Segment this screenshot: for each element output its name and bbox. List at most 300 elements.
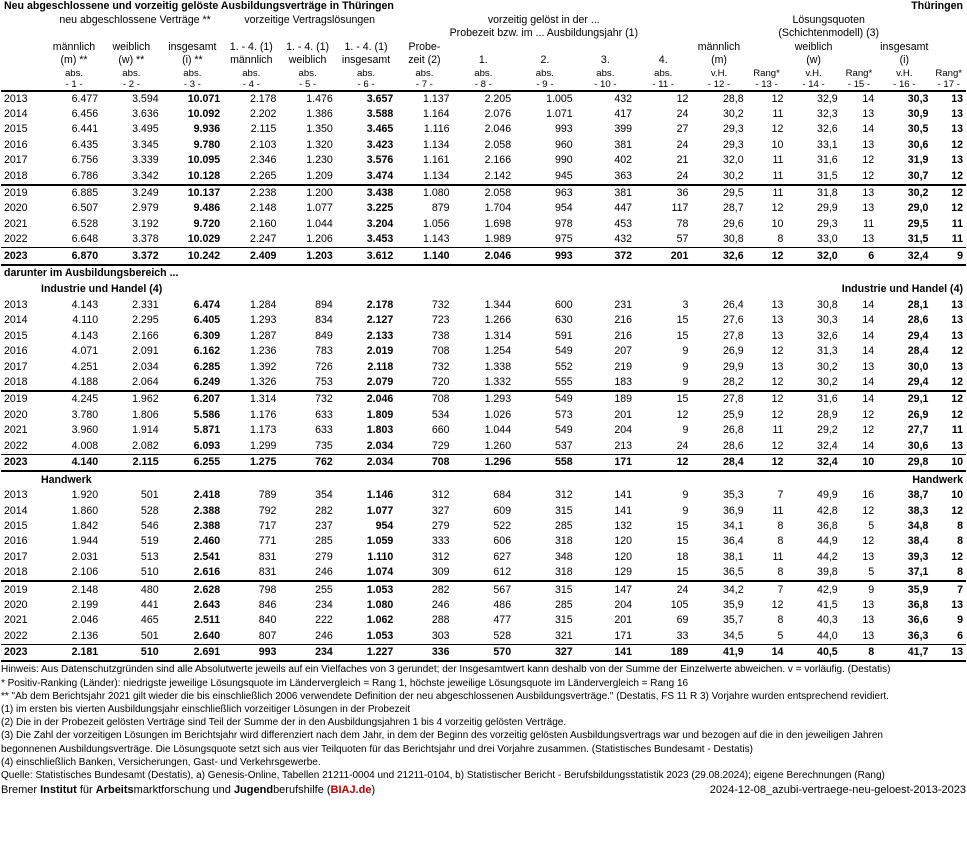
value-cell: 282 [315,504,333,517]
value-cell: 633 [315,424,333,437]
value-cell: 36,4 [723,535,744,548]
value-cell: 13 [931,645,966,662]
value-cell: 735 [315,439,333,452]
value-cell: 1.164 [423,108,450,121]
value-cell: 12 [951,187,963,200]
file-name: 2024-12-08_azubi-vertraege-neu-geloest-2013-2023 [709,784,966,797]
value-cell: 14 [862,329,875,342]
header-group-contracts: neu abgeschlossene Verträge ** [59,13,211,26]
value-cell: 6.456 [71,108,99,121]
value-cell: 1.137 [423,92,450,105]
year-cell: 2019 [4,393,28,406]
value-cell: 6.249 [162,375,224,391]
value-cell: 28,2 [691,375,746,391]
value-cell: 1.080 [366,599,394,612]
table-row [1,645,966,662]
value-cell: 381 [614,187,633,200]
value-cell: 32,0 [723,154,744,167]
value-cell: 1.227 [336,645,396,662]
value-cell: 6.756 [71,154,99,167]
value-cell: 1.944 [71,535,99,548]
value-cell: 1.392 [249,360,277,373]
value-cell: 510 [101,645,161,662]
value-cell: 726 [315,360,333,373]
value-cell: 29,1 [907,393,929,406]
value-cell: 171 [614,629,633,642]
value-cell: 132 [614,520,633,533]
value-cell: 1.146 [366,489,394,502]
year-cell: 2013 [4,298,28,311]
value-cell: 9 [682,345,689,358]
value-cell: 222 [315,614,333,627]
value-cell: 1.044 [306,217,333,230]
value-cell: 11 [772,187,784,200]
table-row [1,423,966,438]
year-cell: 2022 [4,439,28,452]
value-cell: 609 [493,504,512,517]
column-header [747,54,787,68]
value-cell: 11 [951,217,963,230]
value-cell: 9.486 [193,202,221,215]
value-cell: 13 [951,298,963,311]
year-cell: 2017 [4,360,28,373]
value-cell: 1.860 [71,504,99,517]
value-cell: 44,2 [817,550,838,563]
value-cell: 12 [676,408,689,421]
value-cell: 14 [862,314,875,327]
value-cell: 6.474 [193,298,221,311]
value-cell: 312 [554,489,573,502]
table-row [1,438,966,454]
value-cell: 69 [676,614,689,627]
value-cell: 3.249 [132,187,159,200]
value-cell: 27 [676,123,689,136]
column-header: weiblich [288,54,327,67]
value-cell: 315 [554,614,573,627]
value-cell: 12 [747,375,787,391]
value-cell: 3.465 [366,123,394,136]
column-header: männlich [52,40,96,53]
value-cell: 4.110 [72,314,99,327]
value-cell: 3.636 [132,108,159,121]
value-cell: 39,3 [907,550,929,563]
column-header: - 7 - [396,79,452,91]
value-cell: 15 [676,520,689,533]
value-cell: 1.203 [279,248,335,265]
value-cell: 1.080 [423,187,450,200]
value-cell: 29,9 [723,360,744,373]
value-cell: 2.115 [250,123,277,136]
year-cell: 2018 [1,375,47,391]
value-cell: 36,3 [907,629,929,642]
value-cell: 13 [862,360,875,373]
year-cell: 2019 [4,187,28,200]
year-cell: 2018 [1,565,47,581]
column-header: v.H. [805,67,822,79]
note-line: * Positiv-Ranking (Länder): niedrigste jeweilige Lösungsquote im Ländervergleich = Rang 1, höchste jeweilige Lösungsquote im Ländervergleich = Rang 16 [1,677,689,689]
year-cell: 2016 [4,138,28,151]
value-cell: 1.806 [132,408,159,421]
value-cell: 3.780 [71,408,99,421]
value-cell: 78 [676,217,689,230]
value-cell: 6.528 [71,217,99,230]
section-heading-row [1,471,966,488]
value-cell: 12 [862,154,875,167]
value-cell: 38,4 [907,535,929,548]
value-cell: 834 [315,314,333,327]
value-cell: 6.309 [193,329,221,342]
value-cell: 567 [493,583,512,596]
value-cell: 3.594 [132,92,159,105]
value-cell: 3.204 [366,217,394,230]
value-cell: 24 [676,583,689,596]
value-cell: 2.106 [47,565,101,581]
value-cell: 3.438 [366,187,394,200]
value-cell: 204 [614,424,633,437]
value-cell: 147 [614,583,633,596]
value-cell: 831 [258,550,277,563]
value-cell: 3.225 [366,202,394,215]
value-cell: 30,7 [877,168,931,184]
value-cell: 31,6 [817,393,838,406]
value-cell: 36,8 [907,599,929,612]
value-cell: 5 [777,629,784,642]
value-cell: 2.076 [484,108,512,121]
value-cell: 10 [951,489,963,502]
value-cell: 15 [635,565,691,581]
value-cell: 630 [554,314,573,327]
year-cell: 2018 [1,168,47,184]
value-cell: 1.056 [423,217,450,230]
column-header: männlich [697,40,741,53]
header-group-dissolutions: vorzeitige Vertragslösungen [244,13,376,26]
value-cell: 2.046 [484,123,512,136]
value-cell: 1.206 [306,233,333,246]
value-cell: 6.285 [193,360,221,373]
value-cell: 14 [862,298,875,311]
table-row [1,629,966,645]
value-cell: 12 [771,439,784,452]
column-header: Probe- [408,40,441,53]
column-header: Rang* [935,67,963,79]
value-cell: 6.405 [193,314,221,327]
value-cell: 12 [771,408,784,421]
column-header: - 4 - [223,79,279,91]
value-cell: 732 [315,393,333,406]
column-header: (w) [806,54,821,67]
value-cell: 2.979 [132,202,159,215]
org-link[interactable]: BIAJ.de [330,784,372,797]
value-cell: 12 [771,599,784,612]
value-cell: 372 [576,248,635,265]
value-cell: 13 [771,298,784,311]
value-cell: 12 [951,138,963,151]
value-cell: 13 [862,599,875,612]
column-header: insgesamt [168,40,217,53]
value-cell: 783 [315,345,333,358]
column-header: - 1 - [47,79,101,91]
value-cell: 37,1 [877,565,931,581]
value-cell: 12 [841,168,878,184]
value-cell: 6.648 [71,233,99,246]
value-cell: 807 [258,629,277,642]
value-cell: 753 [279,375,335,391]
value-cell: 708 [396,454,452,471]
value-cell: 34,5 [723,629,744,642]
column-header: weiblich [794,40,833,53]
value-cell: 2.082 [132,439,159,452]
value-cell: 141 [614,489,633,502]
value-cell: 993 [223,645,279,662]
value-cell: 954 [375,520,394,533]
value-cell: 28,6 [907,314,929,327]
section-heading: Handwerk [1,471,786,488]
column-header [453,41,515,55]
value-cell: 34,1 [723,520,744,533]
value-cell: 8 [841,645,878,662]
value-cell: 18 [676,550,689,563]
value-cell: 993 [554,123,573,136]
value-cell: 1.209 [279,168,335,184]
column-header [931,54,966,68]
value-cell: 28,1 [907,298,929,311]
table-row [1,217,966,232]
value-cell: 600 [554,298,573,311]
value-cell: 2.046 [453,248,515,265]
value-cell: 2.418 [193,489,221,502]
region-label: Thüringen [911,0,963,13]
value-cell: 501 [140,489,159,502]
table-row [1,107,966,122]
value-cell: 36 [676,187,689,200]
section-heading: Industrie und Handel (4) [41,283,163,296]
table-row [1,298,966,313]
column-header: - 2 - [101,79,161,91]
column-header [635,41,691,55]
column-header: insgesamt [341,54,391,67]
note-line: (2) Die in der Probezeit gelösten Verträge sind Teil der Summe der in den Ausbildungsjahren 1 bis 4 vorzeitig gelösten Verträge. [1,717,567,729]
value-cell: 13 [862,187,875,200]
column-header: - 10 - [576,79,635,91]
value-cell: 879 [431,202,450,215]
value-cell: 28,4 [907,345,929,358]
year-cell: 2020 [4,202,28,215]
value-cell: 29,9 [817,202,838,215]
value-cell: 5 [868,520,875,533]
value-cell: 2.148 [71,583,99,596]
value-cell: 729 [431,439,450,452]
value-cell: 327 [514,645,576,662]
value-cell: 30,8 [817,298,838,311]
note-line: Quelle: Statistisches Bundesamt (Destatis), a) Genesis-Online, Tabellen 21211-0004 und 21211-0104, b) Statistischer Bericht - Berufsbildungsstatistik 2023 (29.08.2024); eigene Berechnungen (Rang) [1,770,885,782]
value-cell: 2.616 [162,565,224,581]
value-cell: 2.181 [47,645,101,662]
value-cell: 12 [771,92,784,105]
table-row [1,598,966,613]
value-cell: 2.388 [193,520,221,533]
value-cell: 1.230 [306,154,333,167]
page-title: Neu abgeschlossene und vorzeitig gelöste Ausbildungsverträge in Thüringen [4,0,394,13]
value-cell: 573 [554,408,573,421]
subset-label: darunter im Ausbildungsbereich ... [1,265,966,282]
value-cell: 441 [140,599,159,612]
value-cell: 26,9 [723,345,744,358]
value-cell: 447 [614,202,633,215]
value-cell: 31,5 [907,233,929,246]
value-cell: 285 [315,535,333,548]
value-cell: 171 [576,454,635,471]
value-cell: 993 [514,248,576,265]
section-heading-right: Industrie und Handel (4) [841,283,963,296]
value-cell: 14 [862,123,875,136]
header-group-dissolved-in: vorzeitig gelöst in der ... [487,13,600,26]
table-row [1,232,966,248]
value-cell: 12 [862,424,875,437]
value-cell: 315 [554,504,573,517]
value-cell: 14 [862,393,875,406]
value-cell: 315 [554,583,573,596]
value-cell: 27,7 [907,424,929,437]
value-cell: 1.236 [249,345,277,358]
value-cell: 1.809 [366,408,394,421]
value-cell: 2.166 [484,154,512,167]
column-header: abs. [596,67,615,79]
value-cell: 303 [431,629,450,642]
column-header: 1. - 4. (1) [344,40,388,53]
value-cell: 29,6 [723,217,744,230]
value-cell: 789 [258,489,277,502]
value-cell: 246 [431,599,450,612]
value-cell: 9.720 [193,217,221,230]
value-cell: 13 [862,629,875,642]
table-row [1,375,966,391]
value-cell: 15 [676,329,689,342]
value-cell: 27,6 [723,314,744,327]
column-header: - 6 - [336,79,396,91]
value-cell: 14 [862,439,875,452]
value-cell: 513 [140,550,159,563]
value-cell: 29,3 [723,123,744,136]
value-cell: 510 [101,565,161,581]
value-cell: 11 [951,424,963,437]
value-cell: 117 [671,202,689,215]
footer [1,783,966,798]
value-cell: 44,0 [817,629,838,642]
value-cell: 31,6 [817,154,838,167]
value-cell: 12 [747,454,787,471]
value-cell: 2.031 [71,550,99,563]
value-cell: 234 [279,645,335,662]
value-cell: 25,9 [723,408,744,421]
year-cell: 2014 [4,314,28,327]
value-cell: 33 [676,629,689,642]
column-header: 3. [600,54,610,67]
table-row [1,248,966,265]
column-header: abs. [356,67,376,79]
value-cell: 312 [431,489,450,502]
value-cell: 29,3 [723,138,744,151]
value-cell: 24 [635,168,691,184]
value-cell: 31,5 [786,168,840,184]
value-cell: 33,0 [817,233,838,246]
value-cell: 4.143 [71,298,99,311]
value-cell: 2.409 [223,248,279,265]
value-cell: 32,4 [877,248,931,265]
table-row [1,391,966,407]
value-cell: 6.786 [47,168,101,184]
value-cell: 1.989 [484,233,512,246]
value-cell: 1.026 [484,408,512,421]
value-cell: 282 [431,583,450,596]
column-header: männlich [230,54,273,67]
column-header: - 5 - [279,79,335,91]
value-cell: 6.441 [71,123,99,136]
value-cell: 49,9 [817,489,838,502]
value-cell: 3.342 [101,168,161,184]
value-cell: 2.058 [484,187,512,200]
value-cell: 237 [315,520,333,533]
value-cell: 6.207 [193,393,221,406]
value-cell: 1.077 [366,504,394,517]
value-cell: 6.255 [162,454,224,471]
table-row [1,329,966,344]
value-cell: 2.205 [484,92,512,105]
value-cell: 29,2 [817,424,838,437]
year-cell: 2021 [4,614,28,627]
value-cell: 5.871 [193,424,221,437]
value-cell: 792 [258,504,277,517]
value-cell: 21 [676,154,689,167]
value-cell: 8 [957,520,963,533]
value-cell: 1.320 [306,138,333,151]
value-cell: 38,1 [723,550,744,563]
value-cell: 32,4 [817,439,838,452]
value-cell: 57 [676,233,689,246]
value-cell: 960 [554,138,573,151]
value-cell: 12 [951,408,963,421]
year-cell: 2023 [1,454,47,471]
value-cell: 3.423 [366,138,394,151]
value-cell: 11 [951,233,963,246]
value-cell: 1.062 [366,614,394,627]
year-cell: 2013 [4,489,28,502]
value-cell: 16 [862,489,875,502]
value-cell: 30,5 [907,123,929,136]
column-header: (i) [899,54,909,67]
value-cell: 13 [951,123,963,136]
value-cell: 3.192 [132,217,159,230]
year-cell: 2021 [4,424,28,437]
value-cell: 5.586 [193,408,221,421]
value-cell: 732 [431,298,450,311]
value-cell: 39,8 [786,565,840,581]
value-cell: 528 [493,629,512,642]
value-cell: 29,0 [907,202,929,215]
value-cell: 10.029 [187,233,221,246]
value-cell: 30,9 [907,108,929,121]
value-cell: 546 [140,520,159,533]
value-cell: 12 [951,504,963,517]
value-cell: 8 [777,520,784,533]
value-cell: 3.378 [132,233,159,246]
value-cell: 32,6 [817,123,838,136]
value-cell: 549 [554,345,573,358]
value-cell: 2.178 [249,92,277,105]
value-cell: 477 [493,614,512,627]
value-cell: 1.698 [484,217,512,230]
value-cell: 207 [614,345,633,358]
value-cell: 2.199 [71,599,99,612]
